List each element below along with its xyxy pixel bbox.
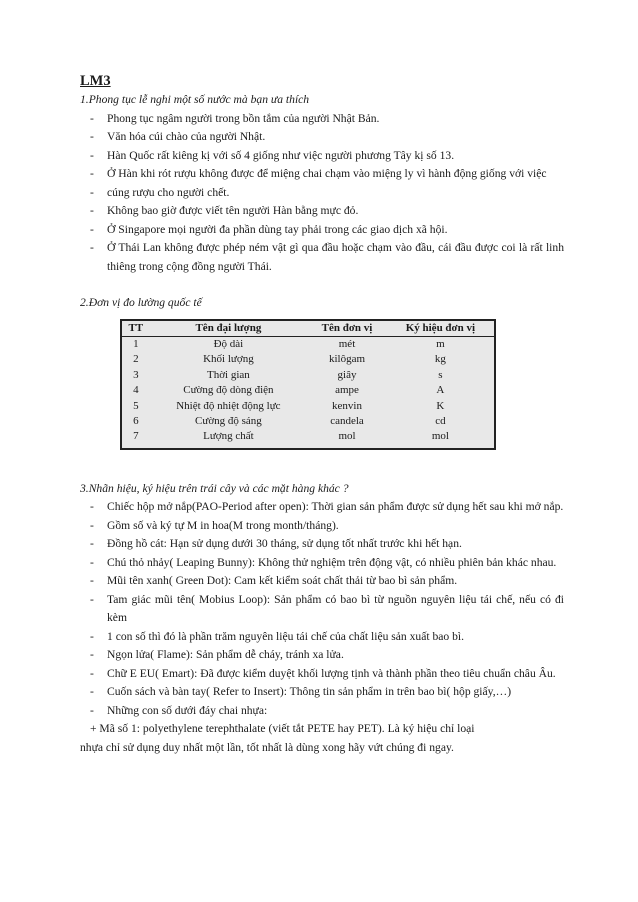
table-cell: m [436,337,445,350]
table-cell: giây [337,368,357,381]
list-item: - Chữ E EU( Emart): Đã được kiểm duyệt khối lượng tịnh và thành phần theo tiêu chuẩn châu Âu. [80,665,564,684]
table-cell: 6 [133,414,139,427]
table-row [121,383,495,398]
list-item: - Ngọn lửa( Flame): Sản phẩm dễ cháy, tránh xa lửa. [80,646,564,665]
table-row [121,429,495,448]
table-row [121,336,495,352]
table-cell: Cường độ sáng [195,414,262,427]
table-cell: K [436,399,445,412]
list-item: - Hàn Quốc rất kiêng kị với số 4 giống như việc người phương Tây kị số 13. [80,147,564,166]
table-header-row [121,320,495,337]
table-cell: 4 [133,384,139,397]
document-title: LM3 [80,73,111,89]
list-item: - Ở Singapore mọi người đa phần dùng tay phải trong các giao dịch xã hội. [80,221,564,240]
list-item: - Ở Hàn khi rót rượu không được để miệng chai chạm vào miệng ly vì hành động giống với việc [80,165,564,184]
table-cell: ampe [335,384,359,397]
table-cell: Độ dài [213,337,244,350]
list-item: - Chiếc hộp mở nắp(PAO-Period after open): Thời gian sản phẩm được sử dụng hết sau khi mở nắp. [80,498,564,517]
table-cell: Khối lượng [203,353,254,366]
table-cell: 1 [133,337,139,350]
table-cell: s [438,368,443,381]
list-item: - Những con số dưới đáy chai nhựa: [80,702,564,721]
plastic-code-note-continued: nhựa chỉ sử dụng duy nhất một lần, tốt nhất là dùng xong hãy vứt chúng đi ngay. [80,740,454,754]
table-cell: cd [435,414,446,427]
table-header-cell: Tên đại lượng [150,320,308,337]
table-cell: 5 [133,399,139,412]
table-cell: Thời gian [207,368,250,381]
list-item: - Ở Thái Lan không được phép ném vật gì qua đầu hoặc chạm vào đầu, cái đầu được coi là rất linh thiêng trong cộng đồng người Thái. [80,239,564,276]
list-item: - Phong tục ngâm người trong bồn tắm của người Nhật Bản. [80,110,564,129]
table-cell: 3 [133,368,139,381]
section-3-list [80,498,564,720]
table-row [121,399,495,414]
table-cell: 2 [133,353,139,366]
list-item: - Gồm số và ký tự M in hoa(M trong month/tháng). [80,517,564,536]
table-cell: Lượng chất [203,430,254,443]
table-cell: A [436,384,445,397]
units-table-wrapper [120,319,496,450]
section-3-heading: 3.Nhãn hiệu, ký hiệu trên trái cây và các mặt hàng khác ? [80,481,349,495]
table-cell: Cường độ dòng điện [183,384,274,397]
table-header-cell: TT [121,320,150,337]
table-cell: mét [338,337,356,350]
table-cell: kilôgam [328,353,366,366]
list-item: - Văn hóa cúi chào của người Nhật. [80,128,564,147]
list-item: - Không bao giờ được viết tên người Hàn bằng mực đỏ. [80,202,564,221]
section-1-list [80,110,564,277]
list-item: - Cuốn sách và bàn tay( Refer to Insert): Thông tin sản phẩm in trên bao bì( hộp giấy,…) [80,683,564,702]
table-cell: Nhiệt độ nhiệt động lực [176,399,281,412]
table-row [121,352,495,367]
list-item: - 1 con số thì đó là phần trăm nguyên liệu tái chế của chất liệu sản xuất bao bì. [80,628,564,647]
table-cell: 7 [133,430,139,443]
table-row [121,368,495,383]
list-item: - Đồng hồ cát: Hạn sử dụng dưới 30 tháng, sử dụng tốt nhất trước khi hết hạn. [80,535,564,554]
document-page [80,72,564,757]
list-item: - Tam giác mũi tên( Mobius Loop): Sản phẩm có bao bì từ nguồn nguyên liệu tái chế, nếu có đi kèm [80,591,564,628]
plastic-code-note: + Mã số 1: polyethylene terephthalate (viết tắt PETE hay PET). Là ký hiệu chỉ loại [90,722,475,736]
table-cell: mol [338,430,356,443]
list-item: - cúng rượu cho người chết. [80,184,564,203]
table-header-cell: Ký hiệu đơn vị [387,320,495,337]
table-header-cell: Tên đơn vị [307,320,387,337]
list-item: - Chú thỏ nhảy( Leaping Bunny): Không thử nghiệm trên động vật, có nhiều phiên bản khác nhau. [80,554,564,573]
list-item: - Mũi tên xanh( Green Dot): Cam kết kiểm soát chất thải từ bao bì sản phẩm. [80,572,564,591]
table-cell: candela [330,414,364,427]
section-2-heading: 2.Đơn vị đo lường quốc tế [80,296,202,309]
table-cell: kenvin [332,399,362,412]
table-cell: mol [431,430,449,443]
units-table [120,319,496,450]
section-1-heading: 1.Phong tục lễ nghi một số nước mà bạn ưa thích [80,93,310,106]
table-row [121,414,495,429]
table-cell: kg [434,353,446,366]
